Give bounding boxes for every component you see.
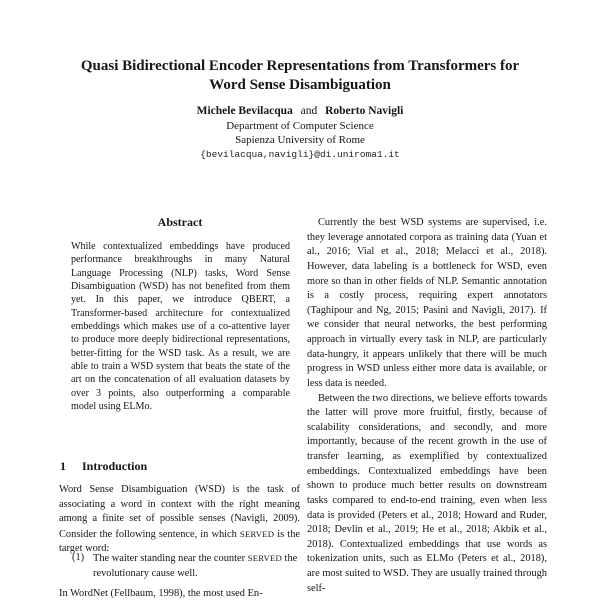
paper-title-line2: Word Sense Disambiguation	[209, 77, 391, 93]
example-text	[93, 551, 301, 581]
abstract-text: While contextualized embeddings have produced performance breakthroughs in many Natural Language Processing (NLP) tasks, Word Sense Disambiguation (WSD) has not benefited from them yet. In this paper, we introduce QBERT, a Transformer-based architecture for contextualized embeddings which makes use of a co-attentive layer to produce more deeply bidirectional representations, better-fitting for the WSD task. As a result, we are able to train a WSD system that beats the state of the art on the concatenation of all evaluation datasets by over 3 points, also outperforming a comparable model using ELMo.	[71, 241, 290, 413]
author-email: {bevilacqua,navigli}@di.uniroma1.it	[200, 149, 400, 160]
affiliation-university: Sapienza University of Rome	[235, 134, 365, 146]
example-label: (1)	[72, 552, 85, 563]
paper-title	[60, 57, 540, 95]
intro-target-word: SERVED	[239, 528, 275, 539]
introduction-paragraph-2-clipped: In WordNet (Fellbaum, 1998), the most used En-	[59, 588, 263, 599]
author-2: Roberto Navigli	[325, 105, 404, 117]
introduction-paragraph-1	[59, 483, 300, 557]
body-paragraph-1: Currently the best WSD systems are supervised, i.e. they leverage annotated corpora as training data (Yuan et al., 2016; Vial et al., 2018; Melacci et al., 2018). However, data labeling is a bottleneck for WSD, even more so than in other fields of NLP. Semantic annotation is a costly process, requiring expert annotators (Taghipour and Ng, 2015; Pasini and Navigli, 2017). If we consider that neural networks, the best performing approach in virtually every task in NLP, are particularly data-hungry, it appears unlikely that there will be much progress in WSD unless either more data is available, or less data is needed.	[307, 217, 547, 389]
author-1: Michele Bevilacqua	[196, 105, 293, 117]
abstract-heading: Abstract	[157, 215, 203, 229]
example-text-after-target: the revolutionary cause well.	[93, 553, 298, 579]
right-column	[307, 216, 547, 596]
author-line	[0, 105, 600, 117]
body-paragraph-2: Between the two directions, we believe efforts towards the latter will prove more fruitful, firstly, because of scalability considerations, and secondly, and more importantly, because of the recent growth in the use of transfer learning, as exemplified by contextualized embeddings. Contextualized embeddings have been shown to produce much better results on downstream tasks compared to end-to-end training, even when less data is provided (Peters et al., 2018; Howard and Ruder, 2018; Devlin et al., 2019; He et al., 2018; Akbik et al., 2018). Contextualized embeddings that use words as tokenization units, such as ELMo (Peters et al., 2018), are most suited to WSD. They are usually trained through self-	[307, 392, 547, 594]
section-number: 1	[60, 459, 66, 473]
intro-text-after-target: is the target word:	[59, 528, 300, 555]
section-heading-introduction	[60, 459, 301, 474]
example-sentence-1	[72, 551, 301, 581]
intro-text-before-target: Word Sense Disambiguation (WSD) is the task of associating a word in context with the right meaning among a finite set of possible senses (Navigli, 2009). Consider the following sentence, in which	[59, 484, 300, 540]
section-title: Introduction	[82, 459, 148, 473]
example-text-before-target: The waiter standing near the counter	[93, 553, 248, 564]
example-target-word: SERVED	[247, 553, 282, 563]
author-conjunction: and	[300, 105, 318, 117]
affiliation-department: Department of Computer Science	[226, 120, 374, 132]
paper-title-line1: Quasi Bidirectional Encoder Representations from Transformers for	[80, 58, 520, 74]
